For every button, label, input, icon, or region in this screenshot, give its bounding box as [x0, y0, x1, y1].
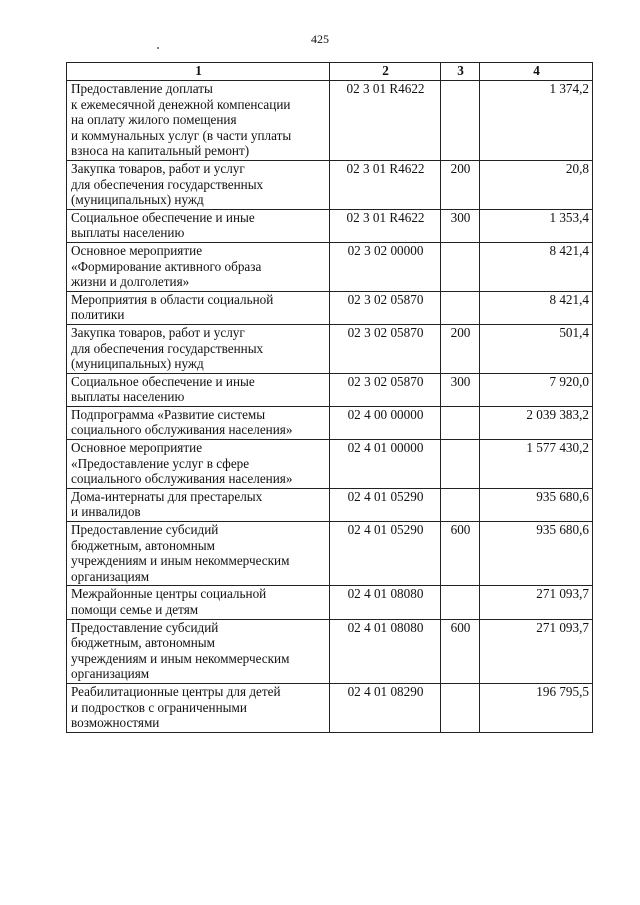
- row-kind: 200: [441, 160, 480, 209]
- row-amount: 1 353,4: [480, 209, 593, 242]
- row-kind: [441, 291, 480, 324]
- row-code: 02 3 02 05870: [330, 324, 441, 373]
- budget-table: [66, 62, 593, 733]
- table-row: [67, 683, 593, 732]
- row-amount: 196 795,5: [480, 683, 593, 732]
- table-row: [67, 586, 593, 619]
- row-kind: [441, 440, 480, 489]
- row-amount: 501,4: [480, 324, 593, 373]
- table-row: [67, 209, 593, 242]
- row-amount: 2 039 383,2: [480, 406, 593, 439]
- row-name: Социальное обеспечение и иные выплаты населению: [67, 373, 330, 406]
- table-row: [67, 373, 593, 406]
- row-kind: [441, 242, 480, 291]
- row-code: 02 3 02 05870: [330, 291, 441, 324]
- row-name: Подпрограмма «Развитие системы социального обслуживания населения»: [67, 406, 330, 439]
- page-number: 425: [311, 32, 329, 46]
- row-amount: 935 680,6: [480, 522, 593, 586]
- row-name: Реабилитационные центры для детей и подростков с ограниченными возможностями: [67, 683, 330, 732]
- row-kind: [441, 488, 480, 521]
- row-code: 02 4 01 00000: [330, 440, 441, 489]
- row-name: Предоставление субсидий бюджетным, автономным учреждениям и иным некоммерческим организациям: [67, 619, 330, 683]
- row-name: Основное мероприятие «Формирование активного образа жизни и долголетия»: [67, 242, 330, 291]
- row-kind: [441, 81, 480, 161]
- row-code: 02 3 02 05870: [330, 373, 441, 406]
- row-amount: 271 093,7: [480, 586, 593, 619]
- row-amount: 1 577 430,2: [480, 440, 593, 489]
- row-amount: 20,8: [480, 160, 593, 209]
- row-code: 02 3 01 R4622: [330, 209, 441, 242]
- row-amount: 8 421,4: [480, 242, 593, 291]
- row-name: Закупка товаров, работ и услуг для обеспечения государственных (муниципальных) нужд: [67, 160, 330, 209]
- row-kind: 200: [441, 324, 480, 373]
- table-row: [67, 406, 593, 439]
- row-code: 02 3 01 R4622: [330, 81, 441, 161]
- table-row: [67, 291, 593, 324]
- row-kind: 600: [441, 522, 480, 586]
- row-amount: 271 093,7: [480, 619, 593, 683]
- row-name: Социальное обеспечение и иные выплаты населению: [67, 209, 330, 242]
- row-code: 02 4 01 08080: [330, 619, 441, 683]
- row-amount: 8 421,4: [480, 291, 593, 324]
- row-name: Мероприятия в области социальной политики: [67, 291, 330, 324]
- table-row: [67, 440, 593, 489]
- row-code: 02 4 01 05290: [330, 522, 441, 586]
- row-name: Закупка товаров, работ и услуг для обеспечения государственных (муниципальных) нужд: [67, 324, 330, 373]
- row-name: Предоставление доплаты к ежемесячной денежной компенсации на оплату жилого помещения и коммунальных услуг (в части уплаты взноса на капитальный ремонт): [67, 81, 330, 161]
- row-amount: 935 680,6: [480, 488, 593, 521]
- row-name: Дома-интернаты для престарелых и инвалидов: [67, 488, 330, 521]
- row-name: Основное мероприятие «Предоставление услуг в сфере социального обслуживания населения»: [67, 440, 330, 489]
- row-amount: 7 920,0: [480, 373, 593, 406]
- row-amount: 1 374,2: [480, 81, 593, 161]
- row-kind: 300: [441, 373, 480, 406]
- row-name: Межрайонные центры социальной помощи семье и детям: [67, 586, 330, 619]
- column-header-name: 1: [67, 63, 330, 81]
- row-kind: 300: [441, 209, 480, 242]
- row-code: 02 3 01 R4622: [330, 160, 441, 209]
- table-row: [67, 619, 593, 683]
- row-kind: [441, 406, 480, 439]
- row-kind: [441, 683, 480, 732]
- row-code: 02 4 01 08290: [330, 683, 441, 732]
- table-row: [67, 324, 593, 373]
- table-row: [67, 488, 593, 521]
- table-row: [67, 81, 593, 161]
- row-code: 02 4 00 00000: [330, 406, 441, 439]
- table-header-row: [67, 63, 593, 81]
- column-header-amount: 4: [480, 63, 593, 81]
- row-code: 02 4 01 05290: [330, 488, 441, 521]
- column-header-kind: 3: [441, 63, 480, 81]
- table-row: [67, 242, 593, 291]
- table-row: [67, 160, 593, 209]
- row-code: 02 4 01 08080: [330, 586, 441, 619]
- column-header-code: 2: [330, 63, 441, 81]
- row-name: Предоставление субсидий бюджетным, автономным учреждениям и иным некоммерческим организациям: [67, 522, 330, 586]
- table-row: [67, 522, 593, 586]
- row-kind: [441, 586, 480, 619]
- row-kind: 600: [441, 619, 480, 683]
- row-code: 02 3 02 00000: [330, 242, 441, 291]
- scan-artifact-dot: [157, 47, 159, 49]
